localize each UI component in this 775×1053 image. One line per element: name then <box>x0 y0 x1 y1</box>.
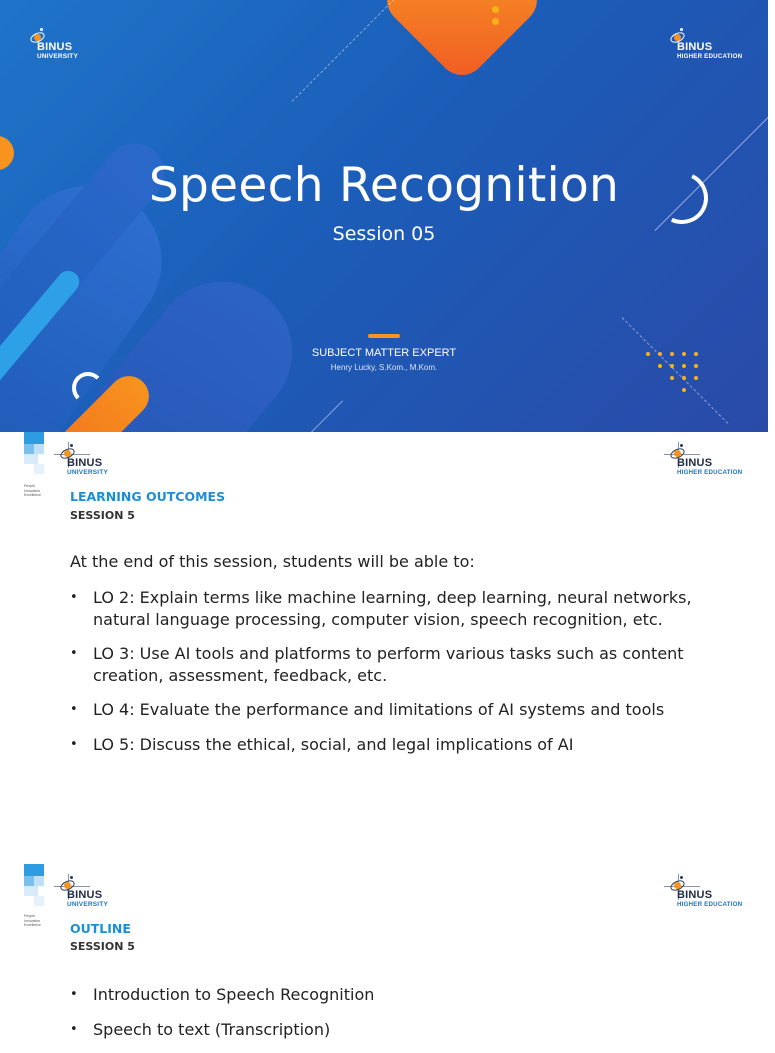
logo-brand-text: BINUS <box>677 889 713 901</box>
intro-text: At the end of this session, students will be able to: <box>70 552 475 571</box>
section-heading: OUTLINE <box>70 921 131 936</box>
list-item: • LO 2: Explain terms like machine learning, deep learning, neural networks, natural language processing, computer vision, speech recognition, etc. <box>70 587 710 630</box>
logo-sub-text: UNIVERSITY <box>37 53 79 60</box>
tagline-line: People <box>24 914 35 918</box>
logo-sub-text: HIGHER EDUCATION <box>677 53 743 60</box>
session-subtitle: Session 05 <box>332 223 436 245</box>
decorative-dot <box>492 18 499 25</box>
logo-brand-text: BINUS <box>37 41 73 53</box>
section-heading: LEARNING OUTCOMES <box>70 489 226 504</box>
learning-outcomes-list <box>70 587 710 768</box>
session-label: SESSION 5 <box>70 509 135 522</box>
tagline-line: Excellence <box>24 493 41 497</box>
list-item: • Speech to text (Transcription) <box>70 1019 710 1041</box>
list-item: • LO 5: Discuss the ethical, social, and legal implications of AI <box>70 734 710 756</box>
logo-brand-text: BINUS <box>677 41 713 53</box>
presentation-title: Speech Recognition <box>148 158 620 213</box>
sme-name: Henry Lucky, S.Kom., M.Kom. <box>330 363 438 372</box>
list-item: • LO 4: Evaluate the performance and limitations of AI systems and tools <box>70 699 710 721</box>
sme-label: SUBJECT MATTER EXPERT <box>311 347 457 359</box>
side-decoration <box>24 432 44 484</box>
tagline <box>24 914 41 928</box>
logo-brand-text: BINUS <box>67 889 103 901</box>
decorative-orange-diamond <box>377 0 547 85</box>
list-item: • LO 3: Use AI tools and platforms to perform various tasks such as content creation, assessment, feedback, etc. <box>70 643 710 686</box>
tagline-line: Innovation <box>24 918 41 923</box>
logo-sub-text: UNIVERSITY <box>67 901 109 908</box>
learning-outcomes-slide <box>0 432 768 864</box>
list-item: • Introduction to Speech Recognition <box>70 984 710 1006</box>
decorative-dashed-line <box>292 0 399 102</box>
outline-list <box>70 984 710 1053</box>
session-label: SESSION 5 <box>70 940 135 953</box>
decorative-dot <box>492 6 499 13</box>
tagline-line: Innovation <box>24 488 41 493</box>
tagline-line: Excellence <box>24 923 41 927</box>
logo-sub-text: HIGHER EDUCATION <box>677 901 743 908</box>
logo-brand-text: BINUS <box>67 457 103 469</box>
side-decoration <box>24 864 44 916</box>
decorative-ring <box>72 372 104 404</box>
tagline <box>24 484 41 498</box>
logo-brand-text: BINUS <box>677 457 713 469</box>
logo-sub-text: HIGHER EDUCATION <box>677 469 743 476</box>
tagline-line: People <box>24 484 35 488</box>
logo-sub-text: UNIVERSITY <box>67 469 109 476</box>
title-slide <box>0 0 768 432</box>
accent-bar <box>368 334 400 338</box>
outline-slide <box>0 864 768 1039</box>
